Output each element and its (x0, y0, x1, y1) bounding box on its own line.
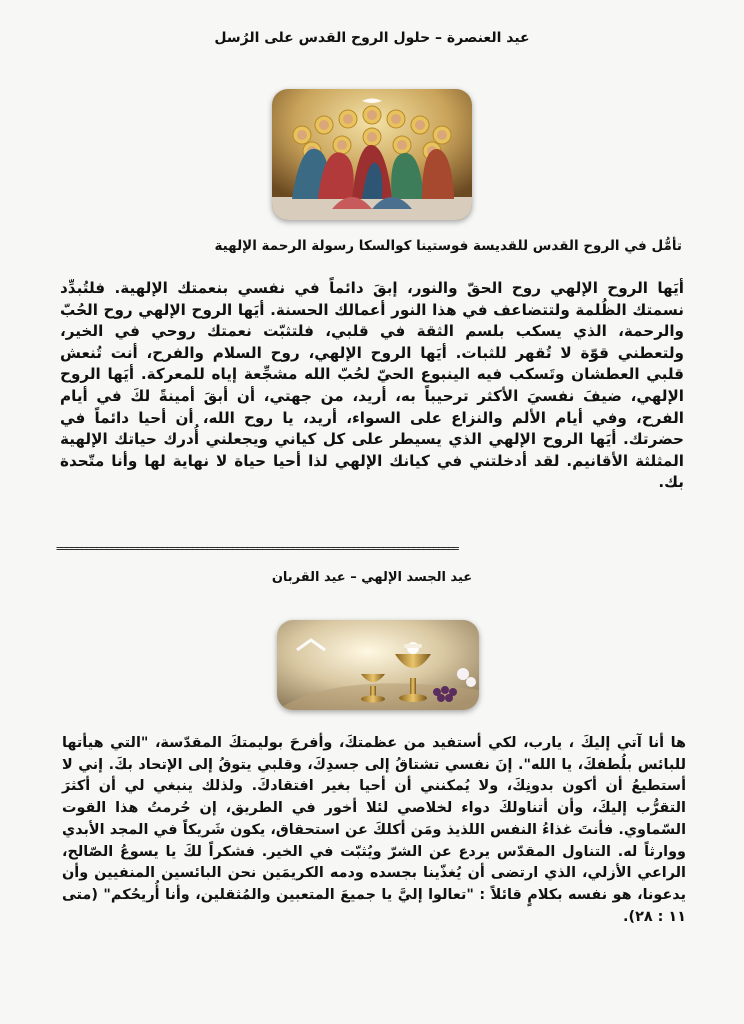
pentecost-icon (272, 89, 472, 220)
section2-body: ها أنا آتي إليكَ ، يارب، لكي أستفيد من عظمتكَ، وأفرحَ بوليمتكَ المقدّسة، "التي هيأتها للبائس بلُطفكَ، يا الله". إنَ نفسي تشتاقُ إلى جسدِكَ، وقلبي يتوقُ إلى الإتحاد بكَ. إني لا أستطيعُ أن أكون بدونِكَ، ولا يُمكنني أن أحيا بغير افتقادكَ. ولذلك ينبغي لي أن أكثرَ التقرُّب إليكَ، وأن أتناولكَ دواء لخلاصي لئلا أخور في الطريق، إن حُرمتُ هذا القوت السّماوي. فأنتَ غذاءُ النفس اللذيذ ومَن أكلكَ عن استحقاق، يكون شَريكاً في المجد الأبدي ووارثاً له. التناول المقدّس يردع عن الشرّ ويُثبّت في الخير. فشكراً لكَ يا يسوعُ الصّالح، الراعي الأزلي، الذي ارتضى أن يُغذّينا بجسده ودمه الكريمَين نحن البائسين المنفيين وأن يدعونا، هو نفسه بكلامٍ قائلاً : "تعالوا إليَّ يا جميعَ المتعبين والمُثقلين، وأنا أُريحُكم" (متى ١١ : ٢٨). (62, 735, 686, 925)
section1-title: عيد العنصرة – حلول الروح القدس على الرُسل (214, 30, 530, 46)
eucharist-chalice-icon (277, 620, 479, 710)
section2-title: عيد الجسد الإلهي – عيد القربان (271, 570, 473, 585)
separator-line: ================================================================================ (56, 544, 458, 554)
section1-subtitle: تأمُّل في الروح القدس للقديسة فوستينا كوالسكا رسولة الرحمة الإلهية (214, 238, 682, 254)
section1-body: أيَها الروح الإلهي روح الحقّ والنور، إبقَ دائماً في نفسي بنعمتك الإلهية. فلتُبدِّد نسمتك الظُلمة ولتتضاعف في هذا النور أعمالك الحسنة. أيَها الروح الإلهي روح الحُبّ والرحمة، الذي يسكب بلسم الثقة في قلبي، فلتثبّت نعمتك روحي في الخير، ولتعطني قوّة لا تُقهر للثبات. أيَها الروح الإلهي، روح السلام والفرح، أنت تُنعش قلبي العطشان وتَسكب فيه الينبوع الحيّ لحُبّ الله مشجِّعة إياه للمعركة. أيَها الروح الإلهي، ضيفَ نفسيَ الأكثر ترحيباً به، أريد، من جهتي، أن أبقَ أمينةً لكَ في أيام الفرح، وفي أيام الألم والنزاع على السواء، أريد، يا روح الله، أن أحيا دائماً في حضرتك. أيَها الروح الإلهي الذي يسيطر على كل كياني ويجعلني أُدرك حياتك الإلهية المثلثة الأقانيم. لقد أدخلتني في كيانك الإلهي لذا أحيا حياة لا نهاية لها وأنا متّحدة بك. (60, 279, 684, 492)
